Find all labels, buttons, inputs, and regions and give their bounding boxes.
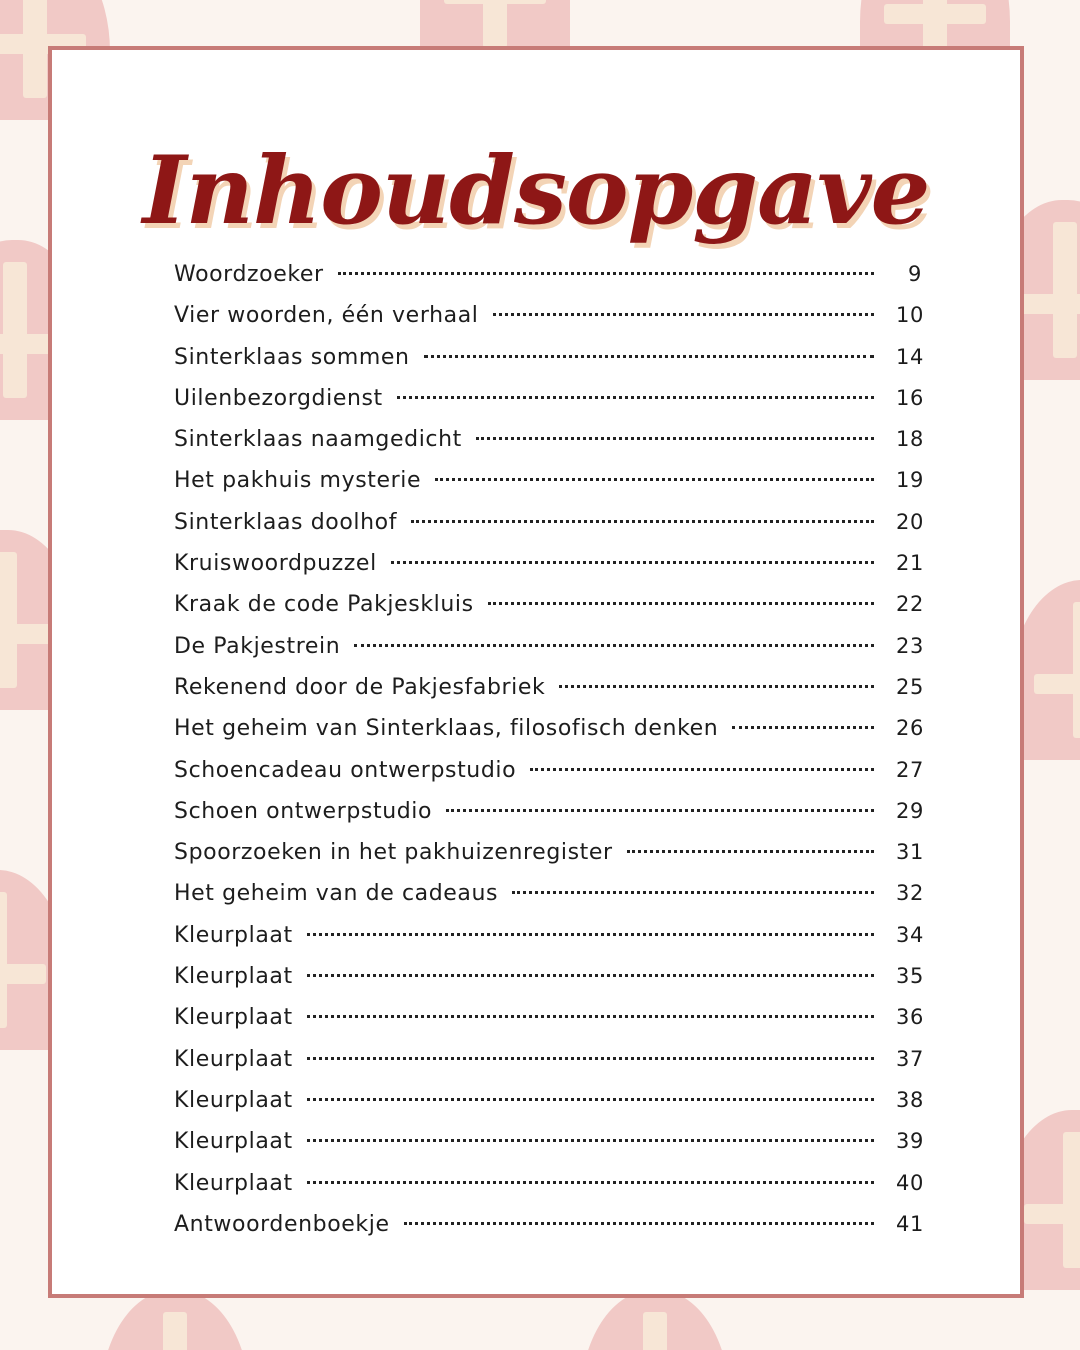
toc-entry-title: Het geheim van Sinterklaas, filosofisch denken [174, 716, 719, 742]
toc-entry [174, 303, 922, 344]
toc-entry [174, 386, 922, 427]
toc-entry-page: 32 [896, 881, 924, 906]
toc-entry-page: 19 [896, 468, 924, 493]
dot-leader [307, 1015, 874, 1018]
toc-entry [174, 716, 922, 757]
dot-leader [307, 933, 874, 936]
dot-leader [307, 974, 874, 977]
toc-entry [174, 758, 922, 799]
dot-leader [397, 396, 874, 399]
toc-entry-page: 38 [896, 1087, 924, 1112]
toc-entry-page: 9 [908, 262, 922, 286]
dot-leader [411, 520, 874, 523]
toc-entry-title: Kleurplaat [174, 922, 293, 948]
dot-leader [338, 272, 874, 275]
toc-entry-page: 36 [896, 1005, 924, 1030]
page-title: Inhoudsopgave [142, 136, 930, 246]
toc-entry-page: 40 [896, 1170, 924, 1195]
mitre-icon [580, 1290, 730, 1350]
dot-leader [732, 726, 874, 729]
dot-leader [493, 313, 875, 316]
dot-leader [307, 1181, 874, 1184]
dot-leader [307, 1098, 874, 1101]
toc-entry-title: Kraak de code Pakjeskluis [174, 592, 474, 618]
dot-leader [404, 1222, 874, 1225]
toc-entry-title: Spoorzoeken in het pakhuizenregister [174, 840, 613, 866]
toc-entry-page: 18 [896, 427, 924, 452]
toc-entry-page: 20 [896, 509, 924, 534]
toc-list [174, 262, 922, 1253]
toc-entry-title: Kruiswoordpuzzel [174, 551, 377, 577]
dot-leader [488, 602, 874, 605]
toc-entry-title: Sinterklaas sommen [174, 344, 410, 370]
dot-leader [424, 355, 874, 358]
toc-entry [174, 592, 922, 633]
toc-entry-page: 31 [896, 840, 924, 865]
toc-entry-title: Kleurplaat [174, 1129, 293, 1155]
toc-entry [174, 840, 922, 881]
toc-entry-title: Kleurplaat [174, 1046, 293, 1072]
toc-entry-title: Het pakhuis mysterie [174, 468, 422, 494]
toc-entry-title: Antwoordenboekje [174, 1211, 390, 1237]
toc-entry-page: 10 [896, 303, 924, 328]
toc-entry-page: 34 [896, 922, 924, 947]
toc-entry-title: Uilenbezorgdienst [174, 385, 383, 411]
toc-entry [174, 551, 922, 592]
toc-entry [174, 1088, 922, 1129]
toc-entry-title: Vier woorden, één verhaal [174, 303, 479, 329]
toc-entry-page: 37 [896, 1046, 924, 1071]
toc-entry-page: 39 [896, 1129, 924, 1154]
toc-entry-title: Kleurplaat [174, 1087, 293, 1113]
dot-leader [307, 1057, 874, 1060]
toc-entry-title: Kleurplaat [174, 964, 293, 990]
toc-entry-title: Schoencadeau ontwerpstudio [174, 757, 517, 783]
toc-entry-page: 14 [896, 344, 924, 369]
toc-entry-title: Sinterklaas doolhof [174, 509, 398, 535]
toc-entry [174, 468, 922, 509]
toc-entry-page: 41 [896, 1211, 924, 1236]
toc-entry [174, 634, 922, 675]
toc-entry-page: 35 [896, 964, 924, 989]
toc-page [48, 46, 1024, 1298]
toc-entry [174, 510, 922, 551]
dot-leader [530, 768, 874, 771]
toc-entry [174, 262, 922, 303]
toc-entry [174, 799, 922, 840]
toc-entry-title: De Pakjestrein [174, 633, 341, 659]
toc-entry [174, 1171, 922, 1212]
toc-entry-title: Het geheim van de cadeaus [174, 881, 499, 907]
toc-entry-page: 25 [896, 674, 924, 699]
toc-entry [174, 1047, 922, 1088]
dot-leader [435, 478, 874, 481]
dot-leader [512, 891, 874, 894]
toc-entry [174, 1212, 922, 1253]
toc-entry-page: 27 [896, 757, 924, 782]
toc-entry [174, 345, 922, 386]
toc-entry [174, 675, 922, 716]
toc-entry-title: Woordzoeker [174, 262, 324, 287]
toc-entry-page: 26 [896, 716, 924, 741]
toc-entry [174, 964, 922, 1005]
dot-leader [559, 685, 874, 688]
toc-entry-page: 23 [896, 633, 924, 658]
dot-leader [307, 1139, 874, 1142]
toc-entry-page: 22 [896, 592, 924, 617]
toc-entry-page: 29 [896, 798, 924, 823]
dot-leader [627, 850, 874, 853]
toc-entry [174, 1005, 922, 1046]
toc-entry [174, 881, 922, 922]
toc-entry-title: Kleurplaat [174, 1005, 293, 1031]
mitre-icon [100, 1290, 250, 1350]
toc-entry-page: 16 [896, 385, 924, 410]
dot-leader [476, 437, 874, 440]
toc-entry [174, 1129, 922, 1170]
toc-entry [174, 427, 922, 468]
toc-entry [174, 923, 922, 964]
toc-entry-title: Sinterklaas naamgedicht [174, 427, 462, 453]
dot-leader [446, 809, 874, 812]
dot-leader [391, 561, 874, 564]
dot-leader [354, 644, 874, 647]
toc-entry-page: 21 [896, 551, 924, 576]
toc-entry-title: Schoen ontwerpstudio [174, 798, 433, 824]
toc-entry-title: Kleurplaat [174, 1170, 293, 1196]
toc-entry-title: Rekenend door de Pakjesfabriek [174, 674, 546, 700]
